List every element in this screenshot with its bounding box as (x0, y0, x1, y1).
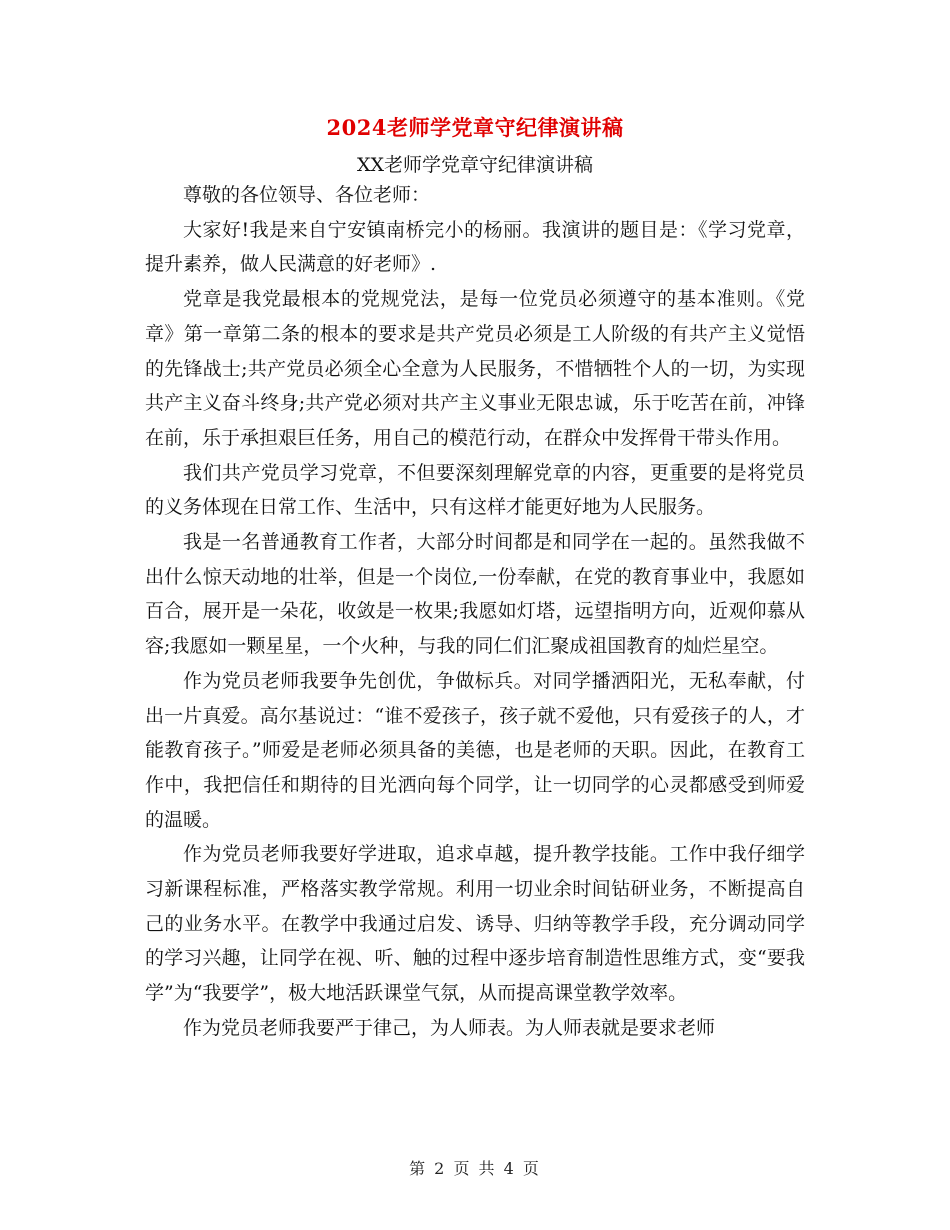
page-number-footer: 第 2 页 共 4 页 (409, 1159, 541, 1178)
paragraph: 党章是我党最根本的党规党法，是每一位党员必须遵守的基本准则。《党章》第一章第二条的根本的要求是共产党员必须是工人阶级的有共产主义觉悟的先锋战士;共产党员必须全心全意为人民服务，不惜牺牲个人的一切，为实现共产主义奋斗终身;共产党必须对共产主义事业无限忠诚，乐于吃苦在前，冲锋在前，乐于承担艰巨任务，用自己的模范行动，在群众中发挥骨干带头作用。 (145, 288, 805, 449)
paragraph: 我是一名普通教育工作者，大部分时间都是和同学在一起的。虽然我做不出什么惊天动地的壮举，但是一个岗位,一份奉献，在党的教育事业中，我愿如百合，展开是一朵花，收敛是一枚果;我愿如灯塔，远望指明方向，近观仰慕从容;我愿如一颗星星，一个火种，与我的同仁们汇聚成祖国教育的灿烂星空。 (145, 531, 805, 658)
paragraph: 作为党员老师我要争先创优，争做标兵。对同学播洒阳光，无私奉献，付出一片真爱。高尔基说过：“谁不爱孩子，孩子就不爱他，只有爱孩子的人，才能教育孩子。”师爱是老师必须具备的美德，也是老师的天职。因此，在教育工作中，我把信任和期待的目光洒向每个同学，让一切同学的心灵都感受到师爱的温暖。 (145, 669, 805, 831)
paragraph-salutation: 尊敬的各位领导、各位老师： (183, 184, 431, 206)
paragraph: 我们共产党员学习党章，不但要深刻理解党章的内容，更重要的是将党员的义务体现在日常工作、生活中，只有这样才能更好地为人民服务。 (145, 461, 805, 519)
paragraph: 作为党员老师我要好学进取，追求卓越，提升教学技能。工作中我仔细学习新课程标准，严格落实教学常规。利用一切业余时间钻研业务，不断提高自己的业务水平。在教学中我通过启发、诱导、归纳等教学手段，充分调动同学的学习兴趣，让同学在视、听、触的过程中逐步培育制造性思维方式，变“要我学”为“我要学”，极大地活跃课堂气氛，从而提高课堂教学效率。 (145, 843, 805, 1005)
paragraph: 作为党员老师我要严于律己，为人师表。为人师表就是要求老师 (183, 1016, 716, 1039)
document-subtitle: XX老师学党章守纪律演讲稿 (356, 154, 594, 176)
paragraph: 大家好!我是来自宁安镇南桥完小的杨丽。我演讲的题目是：《学习党章，提升素养，做人民满意的好老师》. (145, 218, 805, 276)
document-body (145, 178, 805, 1046)
document-title: 2024老师学党章守纪律演讲稿 (326, 115, 624, 140)
